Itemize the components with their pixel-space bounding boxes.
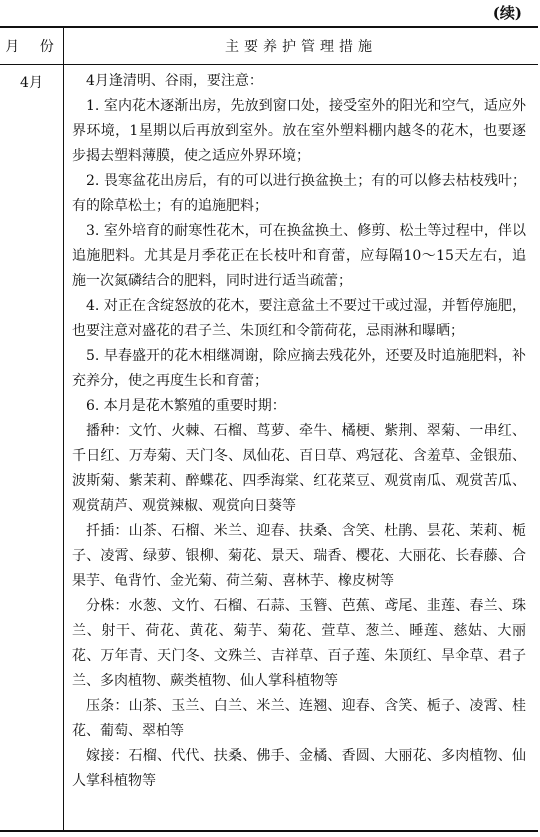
header-divider — [0, 64, 538, 65]
item-3-paragraph: 3. 室外培育的耐寒性花木，可在换盆换土、修剪、松土等过程中，伴以追施肥料。尤其是月季花正在长枝叶和育蕾，应每隔10～15天左右，追施一次氮磷结合的肥料，同时进行适当疏蕾； — [72, 223, 526, 289]
intro-paragraph: 4月逢清明、谷雨，要注意： — [86, 73, 263, 89]
item-5-paragraph: 5. 早春盛开的花木相继凋谢，除应摘去残花外，还要及时追施肥料，补充养分，使之再度生长和育蕾； — [72, 348, 526, 389]
item-6-paragraph: 6. 本月是花木繁殖的重要时期： — [86, 398, 286, 414]
month-column-header: 月 份 — [5, 39, 62, 55]
continued-label: (续) — [492, 4, 522, 22]
cutting-list: 扦插：山茶、石榴、米兰、迎春、扶桑、含笑、杜鹃、昙花、茉莉、栀子、凌霄、绿萝、银柳、菊花、景天、瑞香、樱花、大丽花、长春藤、合果芋、龟背竹、金光菊、荷兰菊、喜林芋、橡皮树等 — [72, 523, 526, 589]
grafting-list: 嫁接：石榴、代代、扶桑、佛手、金橘、香圆、大丽花、多肉植物、仙人掌科植物等 — [72, 748, 526, 789]
item-1-paragraph: 1. 室内花木逐渐出房，先放到窗口处，接受室外的阳光和空气，适应外界环境，1星期以后再放到室外。放在室外塑料棚内越冬的花木，也要逐步揭去塑料薄膜，使之适应外界环境； — [72, 98, 526, 164]
measures-cell — [72, 69, 526, 794]
row-month-cell: 4月 — [20, 75, 43, 91]
item-2-paragraph: 2. 畏寒盆花出房后，有的可以进行换盆换土；有的可以修去枯枝残叶；有的除草松土；有的追施肥料； — [72, 173, 526, 214]
division-list: 分株：水葱、文竹、石榴、石蒜、玉簪、芭蕉、鸢尾、韭莲、春兰、珠兰、射干、荷花、黄花、菊芋、菊花、萱草、葱兰、睡莲、慈姑、大丽花、万年青、天门冬、文殊兰、吉祥草、百子莲、朱顶红、旱伞草、君子兰、多肉植物、蕨类植物、仙人掌科植物等 — [72, 598, 526, 689]
column-divider — [63, 28, 64, 830]
care-schedule-table — [0, 26, 538, 832]
layering-list: 压条：山茶、玉兰、白兰、米兰、连翘、迎春、含笑、栀子、凌霄、桂花、葡萄、翠柏等 — [72, 698, 526, 739]
item-4-paragraph: 4. 对正在含绽怒放的花木，要注意盆土不要过干或过湿，并暂停施肥，也要注意对盛花的君子兰、朱顶红和令箭荷花，忌雨淋和曝晒； — [72, 298, 526, 339]
sowing-list: 播种：文竹、火棘、石榴、茑萝、牵牛、橘梗、紫荆、翠菊、一串红、千日红、万寿菊、天门冬、凤仙花、百日草、鸡冠花、含羞草、金银茄、波斯菊、紫茉莉、醉蝶花、四季海棠、红花菜豆、观赏南瓜、观赏苦瓜、观赏葫芦、观赏辣椒、观赏向日葵等 — [72, 423, 526, 514]
measures-column-header: 主要养护管理措施 — [225, 39, 377, 55]
